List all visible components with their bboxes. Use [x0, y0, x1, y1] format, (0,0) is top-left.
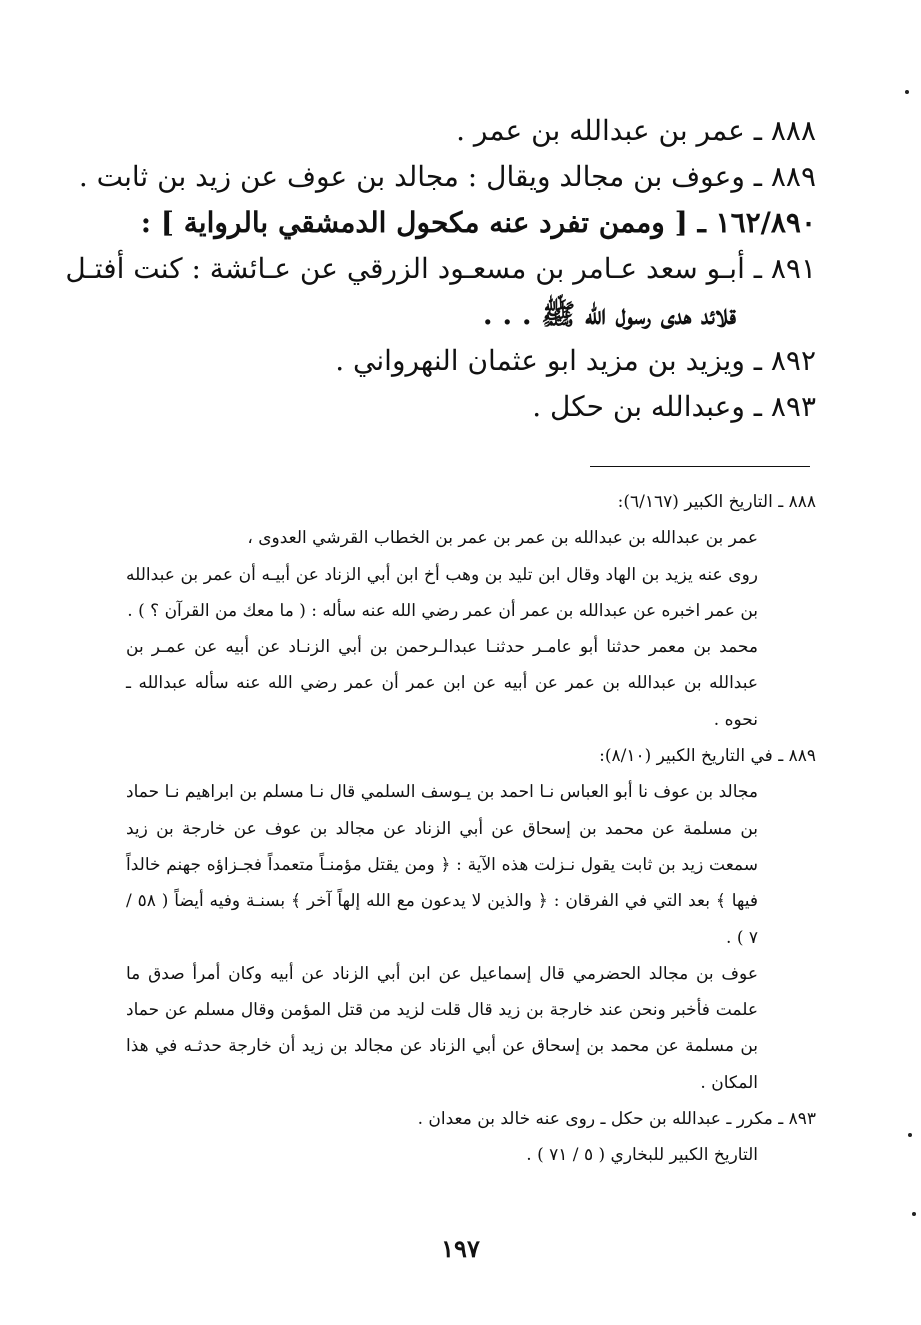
entry-text: أبـو سعد عـامر بن مسعـود الزرقي عن عـائشة : كنت أفتـل: [65, 252, 745, 285]
entry-number: ٨٩٣ ـ: [753, 390, 816, 423]
entry-889: [78, 154, 816, 200]
footnote-body: [126, 1137, 816, 1173]
entry-number: ١٦٢/٨٩٠ ـ: [697, 206, 816, 239]
scan-speck: [912, 1212, 916, 1216]
footnote-heading: ٨٩٣ ـ مكرر ـ عبدالله بن حكل ـ روى عنه خالد بن معدان .: [417, 1109, 816, 1130]
footnote-888: [126, 484, 816, 738]
footnote-paragraph: محمد بن معمر حدثنا أبو عامـر حدثنـا عبدالـرحمن بن أبي الزنـاد عن أبيه عن عمـر بن عبدالله بن عبدالله بن عمر عن أبيه عن ابن عمر أن عمر رضي الله عنه سأله عبدالله ـ نحوه .: [126, 637, 758, 730]
entry-text: وعبدالله بن حكل .: [532, 390, 745, 423]
footnote-heading: ٨٨٨ ـ التاريخ الكبير (٦/١٦٧):: [617, 492, 816, 512]
scan-speck: [908, 1133, 912, 1137]
footnote-paragraph: عمر بن عبدالله بن عبدالله بن عمر بن عمر بن الخطاب القرشي العدوى ،: [247, 528, 758, 549]
footnote-heading: ٨٨٩ ـ في التاريخ الكبير (٨/١٠):: [599, 746, 816, 767]
scan-speck: [905, 90, 909, 94]
entry-891-continuation: [116, 292, 816, 338]
entry-number: ٨٨٨ ـ: [753, 114, 816, 147]
entry-888: [116, 108, 816, 154]
entry-892: [116, 338, 816, 384]
entry-text: ويزيد بن مزيد ابو عثمان النهرواني .: [335, 344, 745, 377]
footnote-paragraph: روى عنه يزيد بن الهاد وقال ابن تليد بن وهب أخ ابن أبي الزناد عن أبيـه أن عمر بن عبدالله بن عمر اخبره عن عبدالله بن عمر أن عمر رضي الله عنه سأله : ( ما معك من القرآن ؟ ) .: [126, 564, 758, 621]
entry-text: [ وممن تفرد عنه مكحول الدمشقي بالرواية ] :: [140, 206, 688, 239]
entry-text: وعوف بن مجالد ويقال : مجالد بن عوف عن زيد بن ثابت .: [78, 160, 745, 193]
footnote-paragraph: التاريخ الكبير للبخاري ( ٥ / ٧١ ) .: [526, 1145, 758, 1166]
footnote-divider: [590, 466, 810, 467]
footnote-889: [126, 738, 816, 1101]
entry-890: [116, 200, 816, 246]
entry-number: ٨٨٩ ـ: [753, 160, 816, 193]
main-entries: [65, 108, 816, 430]
page-number: ١٩٧: [441, 1234, 480, 1263]
entry-number: ٨٩١ ـ: [753, 252, 816, 285]
footnotes-section: [126, 484, 816, 1174]
entry-text: قلائد هدى رسول الله ﷺ . . .: [482, 298, 736, 331]
footnote-893: [126, 1101, 816, 1174]
entry-893: [116, 384, 816, 430]
entry-number: ٨٩٢ ـ: [753, 344, 816, 377]
footnote-paragraph: عوف بن مجالد الحضرمي قال إسماعيل عن ابن أبي الزناد عن أبيه وكان أمرأ صدق ما علمت فأخبر ونحن عند خارجة بن زيد قال قلت لزيد من قتل المؤمن وقال مسلم عن حماد بن مسلمة عن محمد بن إسحاق عن أبي الزناد عن مجالد بن زيد أن خارجة حدثـه في هذا المكان .: [126, 963, 758, 1093]
footnote-body: [126, 520, 816, 738]
entry-text: عمر بن عبدالله بن عمر .: [456, 114, 745, 147]
footnote-paragraph: مجالد بن عوف نا أبو العباس نـا احمد بن يـوسف السلمي قال نـا مسلم بن ابراهيم نـا حماد بن مسلمة عن محمد بن إسحاق عن أبي الزناد عن مجالد بن عوف عن خارجة بن زيد سمعت زيد بن ثابت يقول نـزلت هذه الآية : ﴿ ومن يقتل مؤمنـاً متعمداً فجـزاؤه جهنم خالداً فيها ﴾ بعد التي في الفرقان : ﴿ والذين لا يدعون مع الله إلهاً آخر ﴾ بسنـة وفيه أيضاً ( ٥٨ / ٧ ) .: [126, 782, 758, 948]
entry-891: [65, 246, 816, 292]
footnote-body: [126, 774, 816, 1101]
